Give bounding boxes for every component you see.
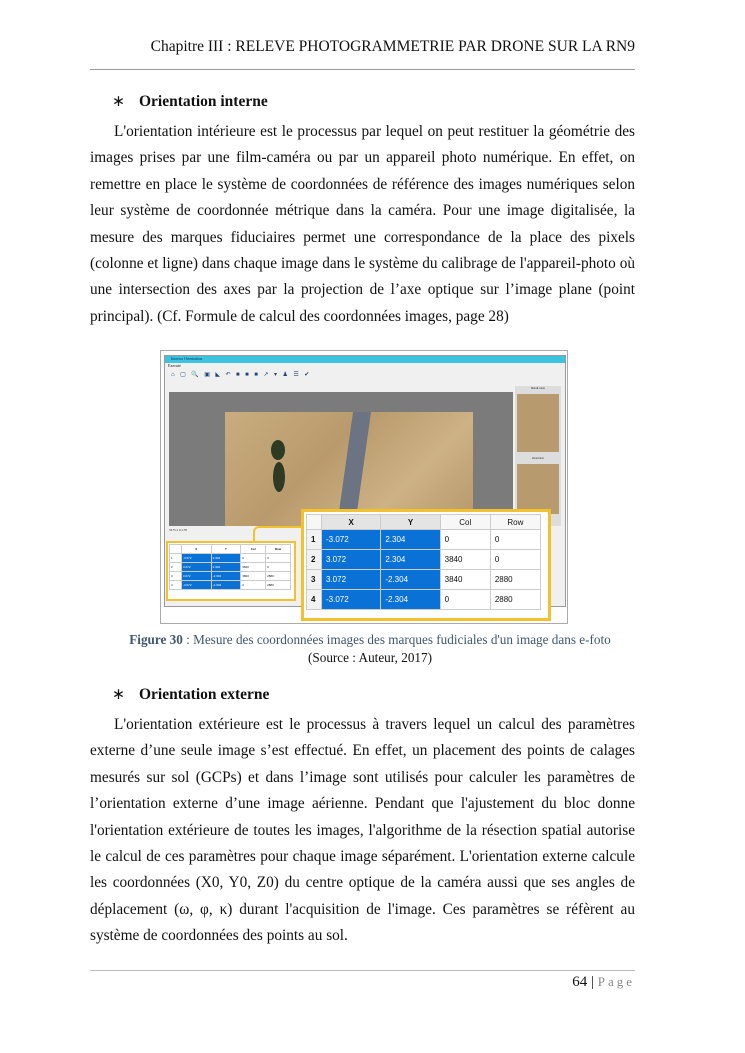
running-header: Chapitre III : RELEVE PHOTOGRAMMETRIE PAR DRONE SUR LA RN9 [150,38,635,55]
pane-label: Overview [532,456,544,460]
menu-bar: Execute [168,363,181,368]
page-footer [572,974,635,991]
table-row: 4 -3.072 -2.304 0 2880 [307,590,541,610]
section-heading-external [112,685,269,704]
status-text: 33.75 x 111.78 [169,528,187,532]
page-number: 64 [572,974,588,990]
table-header: X Y Col Row [307,515,541,530]
caption-text: : Mesure des coordonnées images des marques fudiciales d'un image dans e-foto [182,632,611,647]
figure-caption [80,632,660,648]
page-label: Page [597,974,635,989]
figure-screenshot [160,350,568,624]
header-rule [90,69,635,70]
footer-rule [90,970,635,971]
bullet: ∗ [112,93,125,110]
section-heading-internal [112,92,268,111]
pane-label: Detail view [531,386,545,390]
table-row: 3 3.072 -2.304 3840 2880 [307,570,541,590]
heading-text: Orientation externe [139,686,270,703]
table-row: 2 3.072 2.304 3840 0 [307,550,541,570]
heading-text: Orientation interne [139,93,268,110]
tree [271,440,285,460]
toolbar: ⌂ ▢ 🔍 ▣ ◣ ↶ ■ ■ ■ ↗ ▾ ♟ ☰ ✔ [171,372,312,378]
bullet: ∗ [112,686,125,703]
window-title: Interior Orientation [165,356,565,363]
zoomed-coordinates-table [301,509,551,621]
side-panels [515,386,561,526]
figure-source: (Source : Auteur, 2017) [308,650,432,665]
image-view [169,392,513,526]
figure-label: Figure 30 [129,632,183,647]
separator: | [587,974,598,990]
table-row: 1 -3.072 2.304 0 0 [307,530,541,550]
paragraph-external: L'orientation extérieure est le processus à travers lequel un calcul des paramètres externe d’une seule image s’est effectué. En effet, un placement des points de calages mesurés sur sol (GCPs) et dans l’image sont utilisés pour calculer les paramètres de l’orientation externe d’une image aérienne. Pendant que l'ajustement du bloc donne l'orientation extérieure de toutes les images, l'algorithme de la résection spatial autorise le calcul de ces paramètres pour chaque image séparément. L'orientation externe calcule les coordonnées (X0, Y0, Z0) du centre optique de la caméra aussi que ses angles de déplacement (ω, φ, κ) durant l'acquisition de l'image. Ces paramètres se réfèrent au système de coordonnées des points au sol. [90,716,635,945]
detail-thumbnail [517,394,559,452]
overview-thumbnail [517,464,559,514]
tree [273,462,285,492]
small-table: X Y Col Row 1 -3.072 2.304 0 0 2 3.072 2.304 3840 0 3 3.072 -2.304 3840 2880 4 -3.072 -2.304 0 2880 [166,541,296,601]
paragraph-internal: L'orientation intérieure est le processus par lequel on peut restituer la géométrie des images prises par une film-caméra ou par un appareil photo numérique. En effet, on remettre en place le système de coordonnées de référence des images numériques selon leur système de coordonnée métrique dans la caméra. Pour une image digitalisée, la mesure des marques fiduciaires permet une correspondance de la place des pixels (colonne et ligne) dans chaque image dans le système du calibrage de l'appareil-photo où une intersection des axes par la projection de l’axe optique sur l’image plane (point principal). (Cf. Formule de calcul des coordonnées images, page 28) [90,123,635,325]
